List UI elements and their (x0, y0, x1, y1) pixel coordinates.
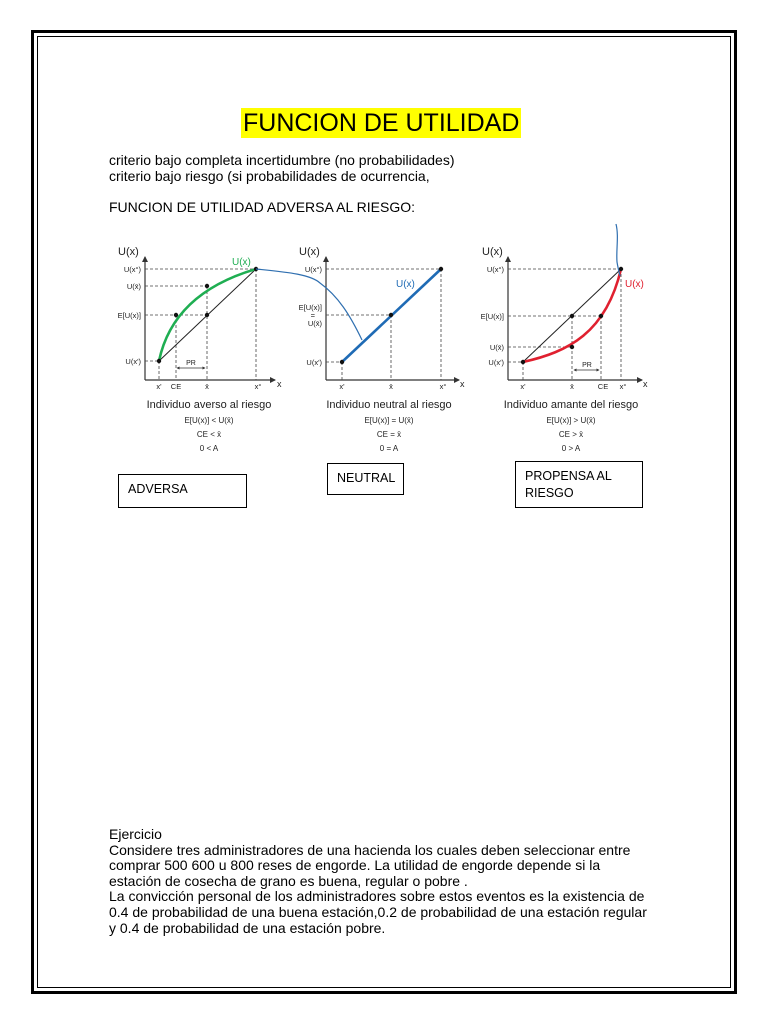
caption-line: CE < x̄ (196, 430, 222, 439)
curve-label: U(x) (625, 279, 644, 290)
graph-caption: Individuo amante del riesgo (503, 399, 639, 411)
curve-label: U(x) (232, 257, 251, 268)
caption-line: E[U(x)] > U(x̄) (546, 416, 596, 425)
x-axis-label: x (277, 379, 282, 389)
x-tick: x̄ (205, 382, 209, 391)
page-title: FUNCION DE UTILIDAD (243, 109, 520, 137)
section-heading: FUNCION DE UTILIDAD ADVERSA AL RIESGO: (109, 199, 415, 215)
box-label: NEUTRAL (337, 471, 396, 485)
label-box-neutral (327, 463, 404, 495)
y-tick: U(x̄) (307, 319, 322, 328)
caption-line: 0 < A (199, 444, 219, 453)
point (340, 360, 344, 364)
exercise-line: estación de cosecha de grano es buena, regular o pobre . (109, 872, 468, 889)
y-tick: U(x') (306, 358, 322, 367)
y-tick: E[U(x)] (298, 303, 322, 312)
caption-line: 0 = A (379, 444, 399, 453)
point (439, 267, 443, 271)
exercise-line: 0.4 de probabilidad de una buena estación,0.2 de probabilidad de una estación regular (109, 903, 647, 920)
caption-line: E[U(x)] = U(x̄) (364, 416, 414, 425)
exercise-line: Considere tres administradores de una hacienda los cuales deben seleccionar entre (109, 841, 631, 858)
caption-line: 0 > A (561, 444, 581, 453)
point (157, 359, 161, 363)
exercise-heading: Ejercicio (109, 826, 162, 842)
x-tick: x° (254, 382, 262, 391)
x-tick: x' (339, 382, 345, 391)
y-tick: U(x') (125, 357, 141, 366)
x-axis-label: x (460, 379, 465, 389)
pr-label: PR (186, 360, 196, 367)
exercise-line: La convicción personal de los administradores sobre estos eventos es la existencia de (109, 888, 645, 905)
exercise-line: y 0.4 de probabilidad de una estación pobre. (109, 919, 386, 936)
y-tick: E[U(x)] (117, 311, 141, 320)
x-tick: x̄ (389, 382, 393, 391)
curve-label: U(x) (396, 279, 415, 290)
y-tick: U(x°) (486, 265, 504, 274)
caption-line: E[U(x)] < U(x̄) (184, 416, 234, 425)
y-axis-label: U(x) (299, 246, 320, 258)
y-tick: U(x̄) (126, 282, 141, 291)
point (599, 314, 603, 318)
caption-line: CE = x̄ (376, 430, 402, 439)
y-tick: U(x̄) (489, 343, 504, 352)
point (619, 267, 623, 271)
x-tick: x' (156, 382, 162, 391)
y-tick: E[U(x)] (480, 312, 504, 321)
intro-line-2: criterio bajo riesgo (si probabilidades de ocurrencia, (109, 168, 430, 184)
point (389, 313, 393, 317)
y-axis-label: U(x) (118, 246, 139, 258)
caption-line: CE > x̄ (558, 430, 584, 439)
x-tick: x̄ (570, 382, 574, 391)
box-label: RIESGO (525, 486, 574, 500)
graph-amante (481, 246, 648, 453)
y-tick: U(x') (488, 358, 504, 367)
point (570, 345, 574, 349)
graph-neutral (299, 246, 465, 453)
point (174, 313, 178, 317)
exercise-line: comprar 500 600 u 800 reses de engorde. La utilidad de engorde depende si la (109, 857, 601, 874)
x-tick: x' (520, 382, 526, 391)
point (205, 284, 209, 288)
box-label: ADVERSA (128, 482, 188, 496)
point (570, 314, 574, 318)
x-axis-label: x (643, 379, 648, 389)
point (205, 313, 209, 317)
box-label: PROPENSA AL (525, 469, 612, 483)
graph-caption: Individuo neutral al riesgo (326, 399, 452, 411)
pr-label: PR (582, 362, 592, 369)
graph-caption: Individuo averso al riesgo (146, 399, 272, 411)
intro-line-1: criterio bajo completa incertidumbre (no probabilidades) (109, 152, 455, 168)
x-tick: x° (439, 382, 447, 391)
y-axis-label: U(x) (482, 246, 503, 258)
x-tick: x° (619, 382, 627, 391)
exercise-block (109, 827, 669, 936)
y-tick: = (310, 311, 315, 320)
point (521, 360, 525, 364)
label-box-adversa (118, 474, 247, 508)
x-tick: CE (170, 382, 182, 391)
x-tick: CE (597, 382, 609, 391)
y-tick: U(x°) (304, 265, 322, 274)
y-tick: U(x°) (123, 265, 141, 274)
label-box-propensa (515, 461, 643, 508)
graph-averso (118, 246, 282, 453)
